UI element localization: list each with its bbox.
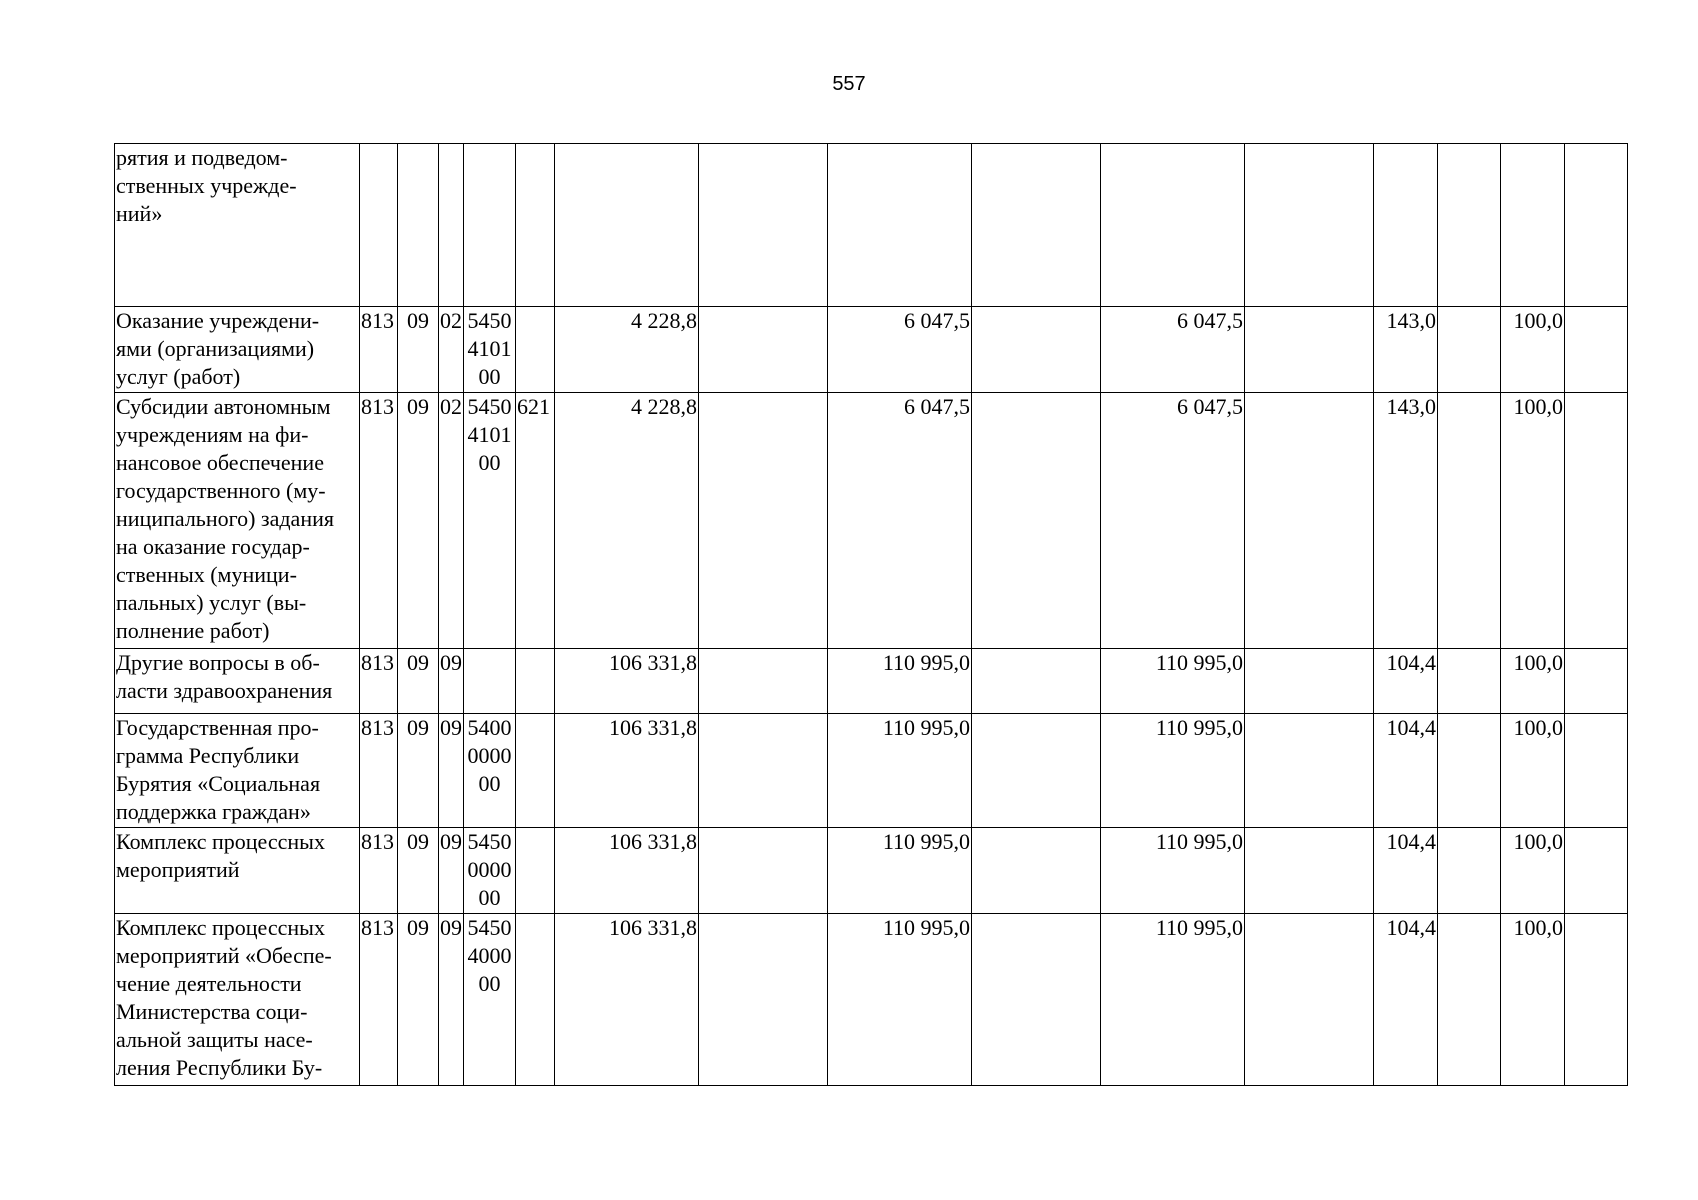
cell-empty: [1245, 828, 1374, 914]
cell-value-3: 110 995,0: [1101, 714, 1245, 828]
cell-pr: 09: [439, 914, 464, 1086]
cell-rz: 09: [398, 914, 439, 1086]
cell-rz: 09: [398, 393, 439, 649]
cell-value-2: 110 995,0: [828, 914, 972, 1086]
cell-vr: [516, 714, 555, 828]
row-label: рятия и подведом- ственных учрежде- ний»: [116, 145, 297, 226]
cell-value-3: 6 047,5: [1101, 393, 1245, 649]
cell-percent-2: 100,0: [1501, 714, 1565, 828]
cell-empty: [699, 307, 828, 393]
cell-value-3: 6 047,5: [1101, 307, 1245, 393]
cell-gr: 813: [360, 649, 398, 714]
cell-empty: [1565, 828, 1628, 914]
table-row: [115, 307, 1628, 393]
cell-value-2: 6 047,5: [828, 307, 972, 393]
table-row: [115, 828, 1628, 914]
table-row: [115, 649, 1628, 714]
table-row: [115, 714, 1628, 828]
cell-value-1: 4 228,8: [555, 307, 699, 393]
cell-empty: [699, 649, 828, 714]
cell-empty: [1245, 649, 1374, 714]
cell-gr: 813: [360, 307, 398, 393]
cell-empty: [1565, 393, 1628, 649]
cell-empty: [1565, 914, 1628, 1086]
cell-empty: [699, 914, 828, 1086]
cell-pr: 09: [439, 649, 464, 714]
cell-empty: [972, 914, 1101, 1086]
cell-empty: [972, 828, 1101, 914]
cell-csr: 5450 4000 00: [464, 914, 516, 1086]
row-label: Субсидии автономным учреждениям на фи- нансовое обеспечение государственного (му- ниципального) задания на оказание государ- ственных (муници- пальных) услуг (вы- полнение работ): [116, 394, 334, 643]
cell-value-1: 106 331,8: [555, 714, 699, 828]
cell-empty: [972, 307, 1101, 393]
cell-empty: [1245, 714, 1374, 828]
cell-rz: 09: [398, 828, 439, 914]
cell-percent-1: 104,4: [1374, 828, 1438, 914]
cell-vr: [516, 307, 555, 393]
cell-pr: 09: [439, 714, 464, 828]
cell-empty: [1438, 828, 1501, 914]
cell-value-1: [555, 144, 699, 307]
cell-value-1: 106 331,8: [555, 828, 699, 914]
cell-vr: [516, 828, 555, 914]
cell-empty: [1245, 914, 1374, 1086]
cell-percent-2: 100,0: [1501, 307, 1565, 393]
cell-empty: [972, 714, 1101, 828]
cell-csr: [464, 144, 516, 307]
table-body: [115, 144, 1628, 1086]
cell-value-3: 110 995,0: [1101, 914, 1245, 1086]
cell-pr: 02: [439, 307, 464, 393]
cell-vr: [516, 144, 555, 307]
cell-percent-2: 100,0: [1501, 649, 1565, 714]
cell-empty: [699, 714, 828, 828]
cell-rz: 09: [398, 307, 439, 393]
cell-name: [115, 828, 360, 914]
budget-table: [114, 143, 1628, 1086]
table-row: [115, 393, 1628, 649]
row-label: Комплекс процессных мероприятий «Обеспе- чение деятельности Министерства соци- альной защиты насе- ления Республики Бу-: [116, 915, 332, 1080]
cell-csr: 5450 4101 00: [464, 307, 516, 393]
cell-empty: [1438, 714, 1501, 828]
cell-empty: [1565, 649, 1628, 714]
cell-percent-1: 104,4: [1374, 714, 1438, 828]
row-label: Комплекс процессных мероприятий: [116, 829, 325, 882]
cell-pr: 09: [439, 828, 464, 914]
cell-empty: [699, 144, 828, 307]
cell-value-2: 110 995,0: [828, 649, 972, 714]
cell-value-1: 106 331,8: [555, 649, 699, 714]
cell-percent-1: [1374, 144, 1438, 307]
cell-empty: [1565, 714, 1628, 828]
cell-empty: [1438, 307, 1501, 393]
cell-empty: [699, 828, 828, 914]
cell-value-2: 110 995,0: [828, 714, 972, 828]
table-row: [115, 144, 1628, 307]
cell-value-2: 6 047,5: [828, 393, 972, 649]
cell-empty: [972, 393, 1101, 649]
cell-name: [115, 393, 360, 649]
cell-csr: 5450 0000 00: [464, 828, 516, 914]
cell-value-3: 110 995,0: [1101, 828, 1245, 914]
cell-pr: [439, 144, 464, 307]
cell-empty: [1438, 649, 1501, 714]
cell-empty: [1245, 307, 1374, 393]
page-number: 557: [832, 73, 866, 95]
cell-empty: [1438, 914, 1501, 1086]
cell-rz: [398, 144, 439, 307]
cell-vr: [516, 914, 555, 1086]
cell-percent-2: 100,0: [1501, 393, 1565, 649]
cell-rz: 09: [398, 714, 439, 828]
cell-percent-1: 104,4: [1374, 914, 1438, 1086]
cell-empty: [1438, 144, 1501, 307]
cell-empty: [1245, 393, 1374, 649]
cell-value-3: 110 995,0: [1101, 649, 1245, 714]
cell-rz: 09: [398, 649, 439, 714]
cell-percent-1: 143,0: [1374, 307, 1438, 393]
cell-value-2: [828, 144, 972, 307]
cell-csr: 5450 4101 00: [464, 393, 516, 649]
cell-empty: [1565, 144, 1628, 307]
cell-vr: [516, 649, 555, 714]
cell-gr: 813: [360, 914, 398, 1086]
cell-vr: 621: [516, 393, 555, 649]
cell-empty: [1438, 393, 1501, 649]
cell-value-3: [1101, 144, 1245, 307]
cell-empty: [1565, 307, 1628, 393]
cell-pr: 02: [439, 393, 464, 649]
cell-empty: [699, 393, 828, 649]
cell-empty: [972, 649, 1101, 714]
cell-gr: 813: [360, 714, 398, 828]
cell-name: [115, 144, 360, 307]
cell-name: [115, 914, 360, 1086]
row-label: Оказание учреждени- ями (организациями) услуг (работ): [116, 308, 320, 389]
cell-empty: [1245, 144, 1374, 307]
cell-name: [115, 649, 360, 714]
cell-csr: 5400 0000 00: [464, 714, 516, 828]
cell-percent-2: [1501, 144, 1565, 307]
cell-percent-2: 100,0: [1501, 828, 1565, 914]
cell-percent-1: 104,4: [1374, 649, 1438, 714]
cell-gr: 813: [360, 393, 398, 649]
cell-value-1: 4 228,8: [555, 393, 699, 649]
cell-percent-2: 100,0: [1501, 914, 1565, 1086]
cell-percent-1: 143,0: [1374, 393, 1438, 649]
row-label: Государственная про- грамма Республики Бурятия «Социальная поддержка граждан»: [116, 715, 321, 824]
cell-name: [115, 714, 360, 828]
cell-value-2: 110 995,0: [828, 828, 972, 914]
table-row: [115, 914, 1628, 1086]
row-label: Другие вопросы в об- ласти здравоохранения: [116, 650, 333, 703]
cell-name: [115, 307, 360, 393]
cell-gr: 813: [360, 828, 398, 914]
cell-csr: [464, 649, 516, 714]
cell-value-1: 106 331,8: [555, 914, 699, 1086]
cell-empty: [972, 144, 1101, 307]
cell-gr: [360, 144, 398, 307]
